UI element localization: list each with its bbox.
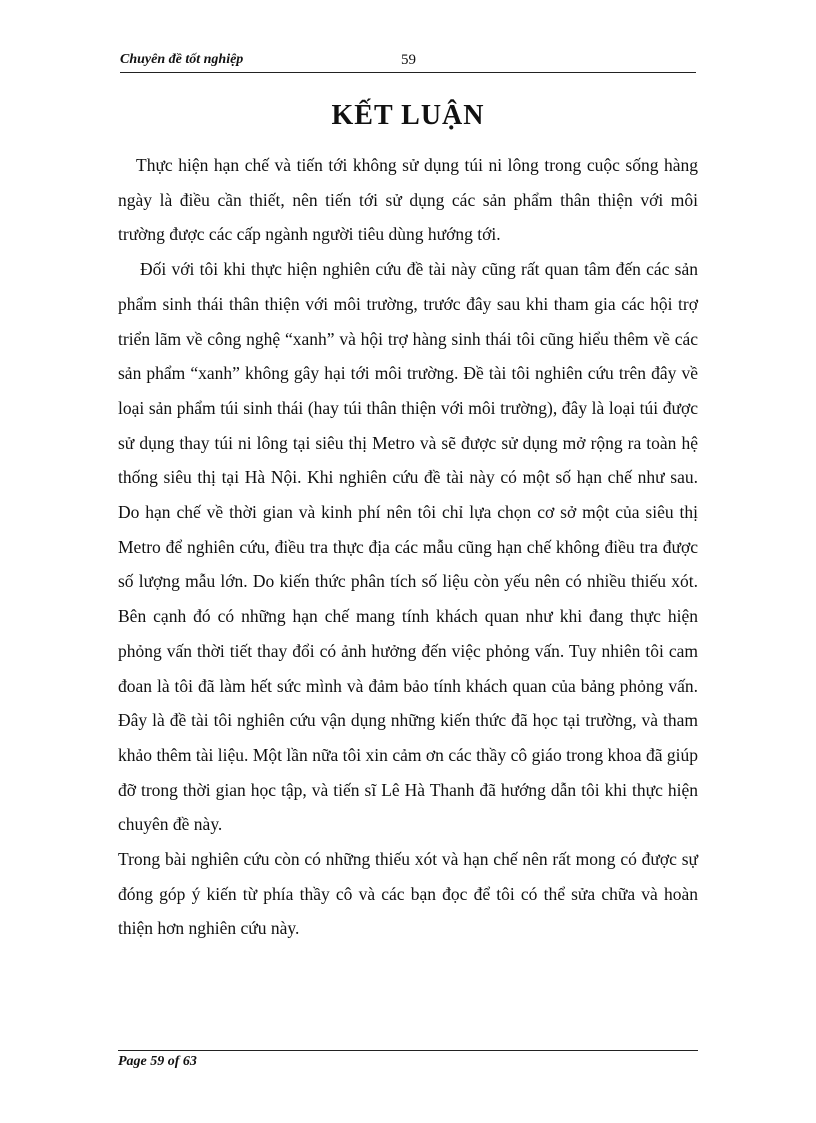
- header-page-number: 59: [401, 52, 416, 68]
- paragraph: Thực hiện hạn chế và tiến tới không sử dụng túi ni lông trong cuộc sống hàng ngày là điều cần thiết, nên tiến tới sử dụng các sản phẩm thân thiện với môi trường được các cấp ngành người tiêu dùng hướng tới.: [118, 155, 698, 245]
- paragraph: Đối với tôi khi thực hiện nghiên cứu đề tài này cũng rất quan tâm đến các sản phẩm sinh thái thân thiện với môi trường, trước đây sau khi tham gia các hội trợ triển lãm về công nghệ “xanh” và hội trợ hàng sinh thái tôi cũng hiểu thêm về các sản phẩm “xanh” không gây hại tới môi trường. Đề tài tôi nghiên cứu trên đây về loại sản phẩm túi sinh thái (hay túi thân thiện với môi trường), đây là loại túi được sử dụng thay túi ni lông tại siêu thị Metro và sẽ được sử dụng mở rộng ra toàn hệ thống siêu thị tại Hà Nội. Khi nghiên cứu đề tài này có một số hạn chế như sau. Do hạn chế về thời gian và kinh phí nên tôi chỉ lựa chọn cơ sở một của siêu thị Metro để nghiên cứu, điều tra thực địa các mẫu cũng hạn chế không điều tra được số lượng mẫu lớn. Do kiến thức phân tích số liệu còn yếu nên có nhiều thiếu xót. Bên cạnh đó có những hạn chế mang tính khách quan như khi đang thực hiện phỏng vấn thời tiết thay đổi có ảnh hưởng đến việc phỏng vấn. Tuy nhiên tôi cam đoan là tôi đã làm hết sức mình và đảm bảo tính khách quan của bảng phỏng vấn. Đây là đề tài tôi nghiên cứu vận dụng những kiến thức đã học tại trường, và tham khảo thêm tài liệu. Một lần nữa tôi xin cảm ơn các thầy cô giáo trong khoa đã giúp đỡ trong thời gian học tập, và tiến sĩ Lê Hà Thanh đã hướng dẫn tôi khi thực hiện chuyên đề này.: [118, 259, 698, 835]
- footer-page-label: Page 59 of 63: [118, 1054, 197, 1069]
- footer-divider: [118, 1050, 698, 1051]
- header-title: Chuyên đề tốt nghiệp: [120, 52, 244, 67]
- body-text: [118, 148, 698, 946]
- page-header: [120, 52, 696, 73]
- section-heading: KẾT LUẬN: [331, 100, 485, 131]
- paragraph: Trong bài nghiên cứu còn có những thiếu xót và hạn chế nên rất mong có được sự đóng góp ý kiến từ phía thầy cô và các bạn đọc để tôi có thể sửa chữa và hoàn thiện hơn nghiên cứu này.: [118, 849, 698, 939]
